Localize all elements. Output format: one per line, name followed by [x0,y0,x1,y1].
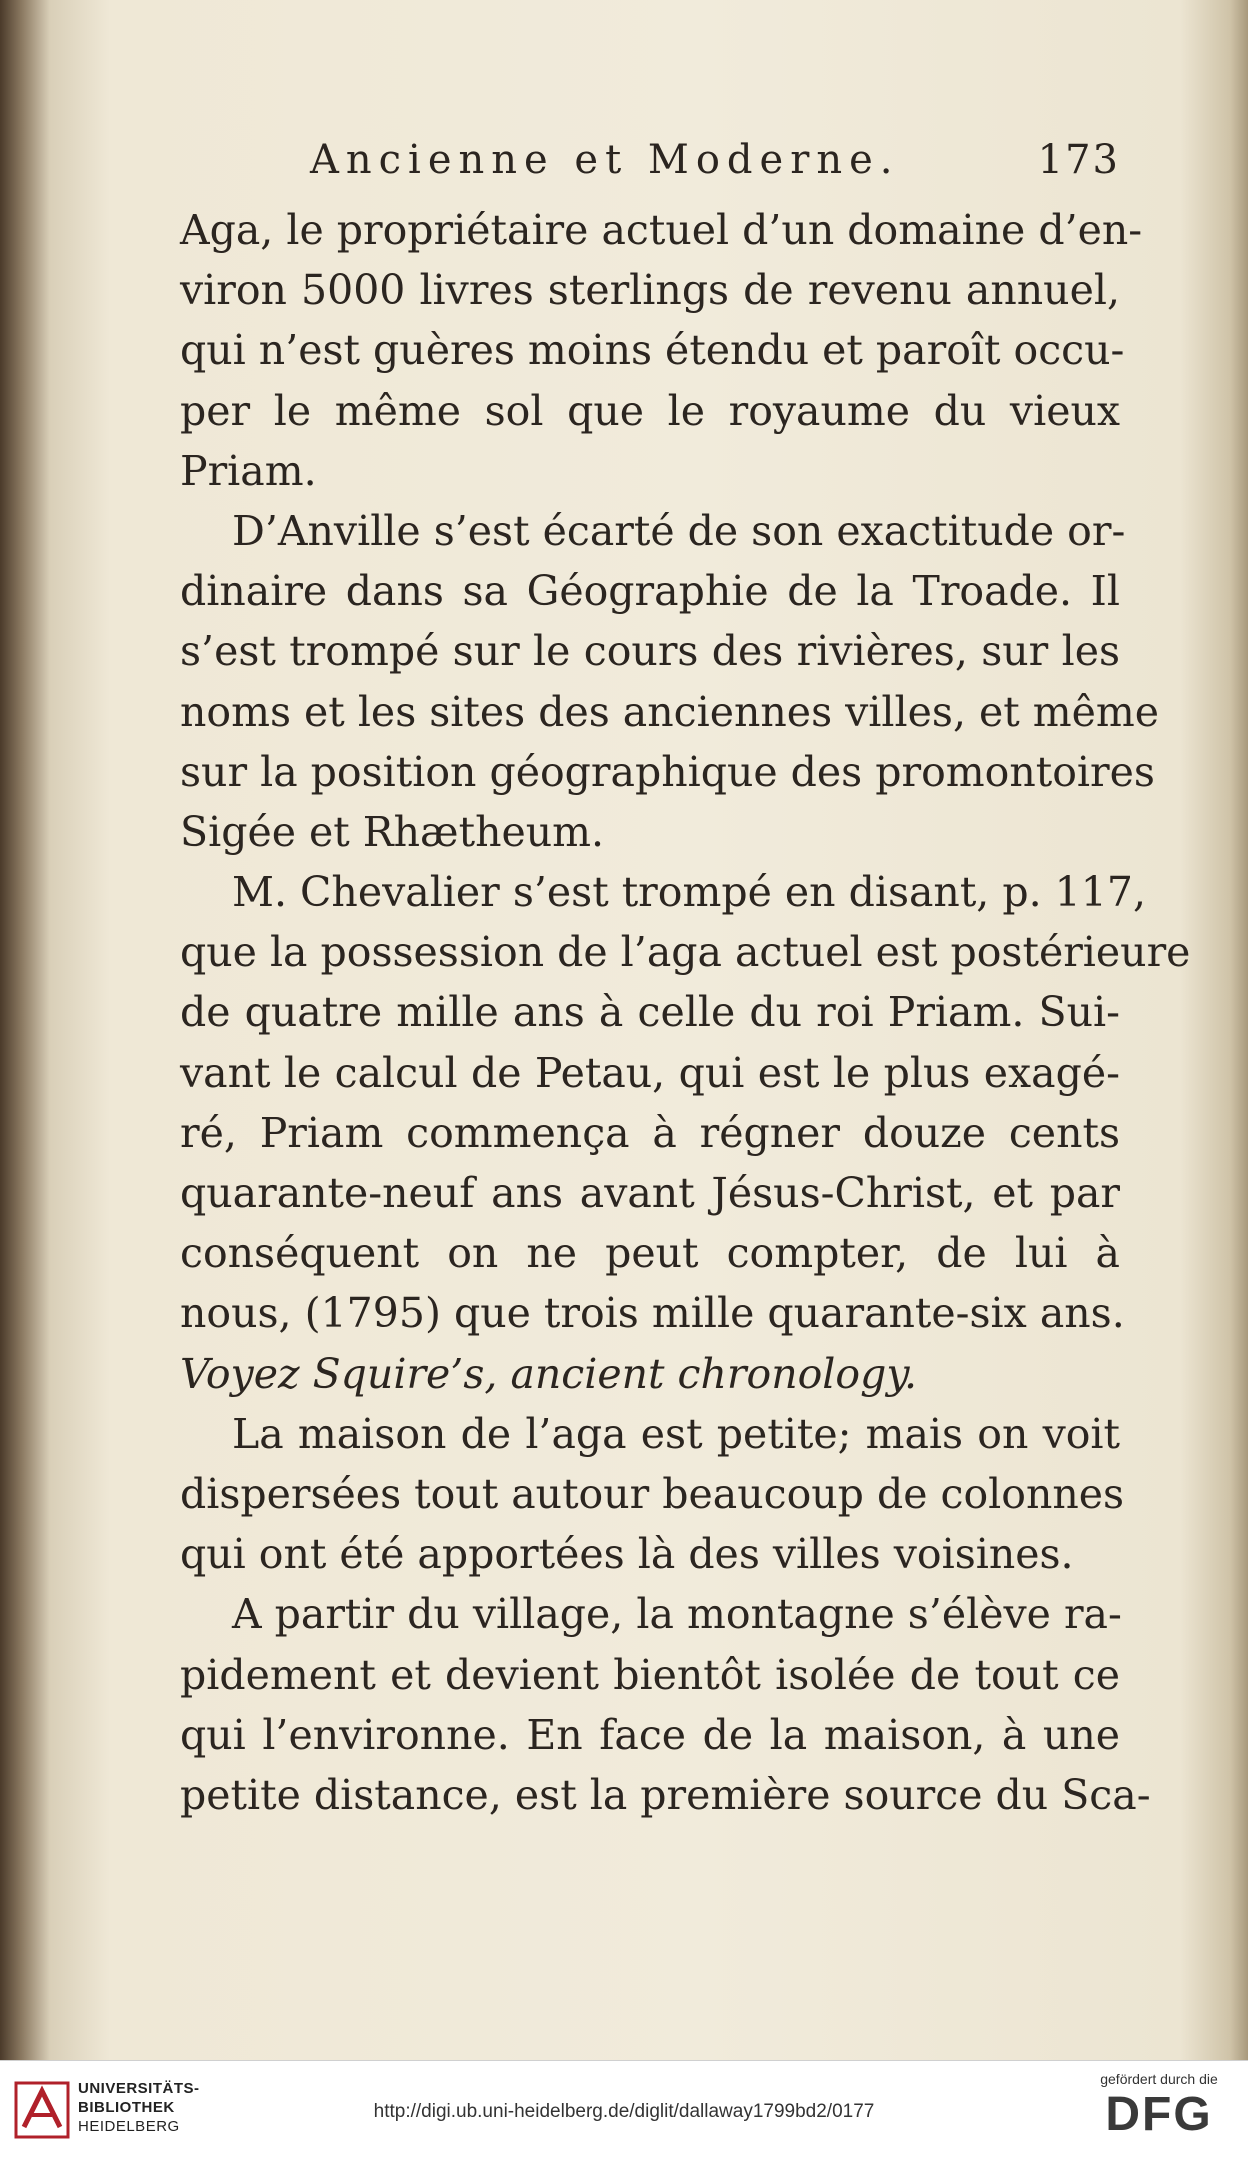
dfg-logo: DFG [1105,2088,1213,2141]
text-line: dinaire dans sa Géographie de la Troade. Il [180,567,1120,616]
library-name-line: BIBLIOTHEK [78,2099,175,2116]
page-number: 173 [1037,137,1120,183]
text-line: ré, Priam commença à régner douze cents [180,1108,1120,1157]
text-line: nous, (1795) que trois mille quarante-six ans. [180,1289,1125,1338]
text-line: que la possession de l’aga actuel est postérieure [180,928,1191,977]
paragraph [180,200,1143,501]
funding-caption: gefördert durch die [1100,2071,1218,2087]
paragraph [180,1404,1125,1585]
paragraph [180,862,1191,1404]
text-line: dispersées tout autour beaucoup de colonnes [180,1469,1125,1518]
text-line: A partir du village, la montagne s’élève ra- [232,1590,1122,1639]
paragraph [180,501,1160,862]
text-line: Priam. [180,446,317,495]
text-line: noms et les sites des anciennes villes, et même [180,687,1160,736]
permalink-url[interactable]: http://digi.ub.uni-heidelberg.de/diglit/dallaway1799bd2/0177 [373,2101,875,2122]
text-line: D’Anville s’est écarté de son exactitude or- [232,506,1126,555]
text-line: vant le calcul de Petau, qui est le plus exagé- [180,1048,1120,1097]
text-block [180,130,1191,1825]
text-line: sur la position géographique des promontoires [180,747,1155,796]
library-name-line: UNIVERSITÄTS- [78,2080,200,2097]
text-line: qui ont été apportées là des villes voisines. [180,1530,1074,1579]
running-head [180,130,1120,192]
text-line: pidement et devient bientôt isolée de tout ce [180,1650,1120,1699]
text-line: quarante-neuf ans avant Jésus-Christ, et par [180,1169,1120,1217]
library-name-line: HEIDELBERG [78,2118,180,2135]
text-line: Sigée et Rhætheum. [180,807,605,856]
text-line: M. Chevalier s’est trompé en disant, p. 117, [232,868,1146,917]
text-line: La maison de l’aga est petite; mais on voit [232,1409,1120,1458]
text-line: qui l’environne. En face de la maison, à une [180,1710,1120,1759]
text-line: Aga, le propriétaire actuel d’un domaine d’en- [180,206,1143,254]
funder-block [1084,2071,1234,2143]
text-line: petite distance, est la première source du Sca- [180,1770,1151,1819]
running-head-title: Ancienne et Moderne. [310,137,900,183]
text-line: per le même sol que le royaume du vieux [180,386,1120,435]
viewer-footer [0,2060,1248,2164]
paragraph [180,1584,1151,1825]
text-line: qui n’est guères moins étendu et paroît occu- [180,326,1125,375]
text-line: de quatre mille ans à celle du roi Priam. Sui- [180,988,1120,1037]
text-line: conséquent on ne peut compter, de lui à [180,1229,1120,1278]
text-line: viron 5000 livres sterlings de revenu annuel, [180,266,1120,315]
text-line: s’est trompé sur le cours des rivières, sur les [180,627,1120,676]
text-line: Voyez Squire’s, ancient chronology. [180,1349,918,1398]
